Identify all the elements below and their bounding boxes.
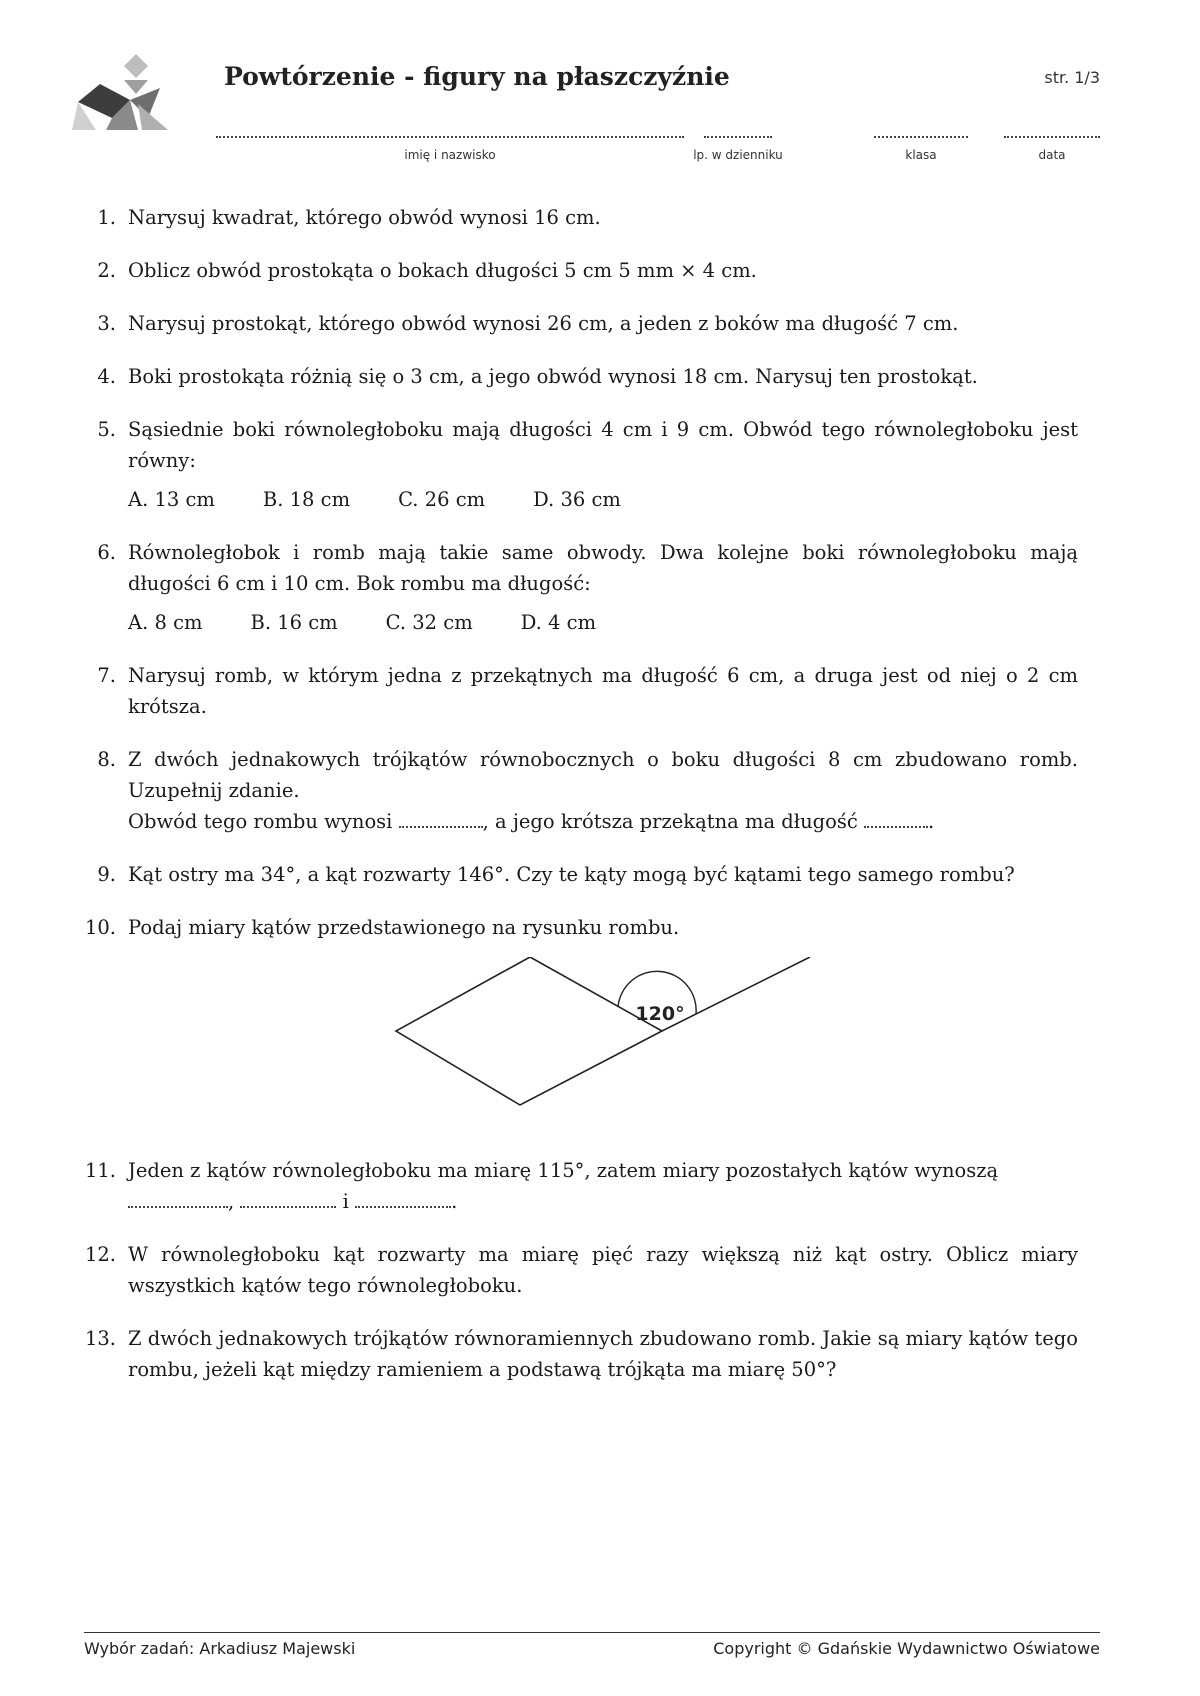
- task-text: Z dwóch jednakowych trójkątów równobocznych o boku długości 8 cm zbudowano romb. Uzupełnij zdanie.: [128, 748, 1078, 802]
- answer-option-b[interactable]: B. 18 cm: [262, 488, 351, 511]
- diagonal-blank[interactable]: [864, 808, 928, 828]
- date-dotted-line: [1004, 124, 1100, 138]
- rhombus-figure: [0, 957, 1200, 1133]
- task-text: Z dwóch jednakowych trójkątów równoramiennych zbudowano romb. Jakie są miary kątów tego rombu, jeżeli kąt między ramieniem a podstawą trójkąta ma miarę 50°?: [128, 1327, 1078, 1381]
- task-number: 9.: [97, 863, 116, 886]
- task-text: Równoległobok i romb mają takie same obwody. Dwa kolejne boki równoległoboku mają długości 6 cm i 10 cm. Bok rombu ma długość:: [128, 541, 1078, 595]
- task-item: [0, 660, 1200, 722]
- task-number: 10.: [84, 916, 116, 939]
- task-item: [0, 202, 1200, 233]
- task-item: [0, 255, 1200, 286]
- fill-in-sentence: [128, 806, 1078, 837]
- perimeter-blank[interactable]: [399, 808, 483, 828]
- task-text: Narysuj kwadrat, którego obwód wynosi 16 cm.: [128, 206, 601, 229]
- answer-option-a[interactable]: A. 8 cm: [128, 611, 203, 634]
- separator-period: .: [451, 1190, 458, 1213]
- register-number-field[interactable]: [693, 124, 783, 162]
- angle-answer-line: [128, 1186, 1078, 1217]
- task-text: Oblicz obwód prostokąta o bokach długości 5 cm 5 mm × 4 cm.: [128, 259, 757, 282]
- task-item: [0, 414, 1200, 515]
- rhombus-shape: [396, 957, 662, 1105]
- answer-options: [128, 607, 1078, 638]
- task-item: [0, 744, 1200, 837]
- class-dotted-line: [874, 124, 968, 138]
- register-number-dotted-line: [704, 124, 772, 138]
- answer-option-b[interactable]: B. 16 cm: [250, 611, 338, 634]
- task-number: 13.: [84, 1327, 116, 1350]
- date-field[interactable]: [1004, 124, 1100, 162]
- task-item: [0, 859, 1200, 890]
- task-item: [0, 1155, 1200, 1217]
- page-footer: [84, 1632, 1100, 1658]
- date-label: data: [1038, 148, 1066, 162]
- answer-options: [128, 484, 1078, 515]
- task-number: 2.: [97, 259, 116, 282]
- angle-label: 120°: [635, 1003, 685, 1025]
- task-number: 8.: [97, 748, 116, 771]
- task-text: Boki prostokąta różnią się o 3 cm, a jego obwód wynosi 18 cm. Narysuj ten prostokąt.: [128, 365, 978, 388]
- class-field[interactable]: [874, 124, 968, 162]
- register-number-label: lp. w dzienniku: [693, 148, 783, 162]
- name-label: imię i nazwisko: [404, 148, 496, 162]
- footer-copyright: Copyright © Gdańskie Wydawnictwo Oświatowe: [713, 1639, 1100, 1658]
- answer-option-d[interactable]: D. 36 cm: [533, 488, 621, 511]
- task-number: 7.: [97, 664, 116, 687]
- task-text: Narysuj romb, w którym jedna z przekątnych ma długość 6 cm, a druga jest od niej o 2 cm krótsza.: [128, 664, 1078, 718]
- name-dotted-line: [216, 124, 684, 138]
- rhombus-diagram: [390, 957, 820, 1133]
- task-item: [0, 912, 1200, 1133]
- separator-and: i: [342, 1190, 349, 1213]
- task-item: [0, 537, 1200, 638]
- task-number: 4.: [97, 365, 116, 388]
- task-text: Kąt ostry ma 34°, a kąt rozwarty 146°. Czy te kąty mogą być kątami tego samego rombu?: [128, 863, 1015, 886]
- task-list: [0, 202, 1200, 1407]
- task-text: Sąsiednie boki równoległoboku mają długości 4 cm i 9 cm. Obwód tego równoległoboku jest równy:: [128, 418, 1078, 472]
- task-number: 6.: [97, 541, 116, 564]
- task-number: 11.: [84, 1159, 116, 1182]
- task-item: [0, 361, 1200, 392]
- task-text: Jeden z kątów równoległoboku ma miarę 115°, zatem miary pozostałych kątów wynoszą: [128, 1159, 999, 1182]
- task-item: [0, 1323, 1200, 1385]
- fill-text-end: .: [927, 810, 935, 833]
- task-text: Podaj miary kątów przedstawionego na rysunku rombu.: [128, 916, 680, 939]
- task-item: [0, 1239, 1200, 1301]
- angle-blank-2[interactable]: [240, 1188, 336, 1208]
- name-field[interactable]: [216, 124, 684, 162]
- answer-option-c[interactable]: C. 26 cm: [398, 488, 486, 511]
- task-number: 3.: [97, 312, 116, 335]
- angle-blank-1[interactable]: [128, 1188, 228, 1208]
- task-text: W równoległoboku kąt rozwarty ma miarę pięć razy większą niż kąt ostry. Oblicz miary wszystkich kątów tego równoległoboku.: [128, 1243, 1078, 1297]
- task-text: Narysuj prostokąt, którego obwód wynosi 26 cm, a jeden z boków ma długość 7 cm.: [128, 312, 959, 335]
- task-number: 12.: [84, 1243, 116, 1266]
- answer-option-c[interactable]: C. 32 cm: [385, 611, 473, 634]
- page-title: Powtórzenie - figury na płaszczyźnie: [224, 62, 730, 91]
- task-item: [0, 308, 1200, 339]
- class-label: klasa: [905, 148, 937, 162]
- answer-option-a[interactable]: A. 13 cm: [128, 488, 215, 511]
- answer-option-d[interactable]: D. 4 cm: [520, 611, 597, 634]
- footer-author: Wybór zadań: Arkadiusz Majewski: [84, 1639, 356, 1658]
- page-number: str. 1/3: [1044, 68, 1100, 87]
- task-number: 5.: [97, 418, 116, 441]
- fill-text-middle: , a jego krótsza przekątna ma długość: [482, 810, 858, 833]
- angle-blank-3[interactable]: [355, 1188, 451, 1208]
- task-number: 1.: [97, 206, 116, 229]
- publisher-logo-icon: [72, 54, 182, 144]
- fill-text-start: Obwód tego rombu wynosi: [128, 810, 393, 833]
- separator-comma: ,: [228, 1190, 235, 1213]
